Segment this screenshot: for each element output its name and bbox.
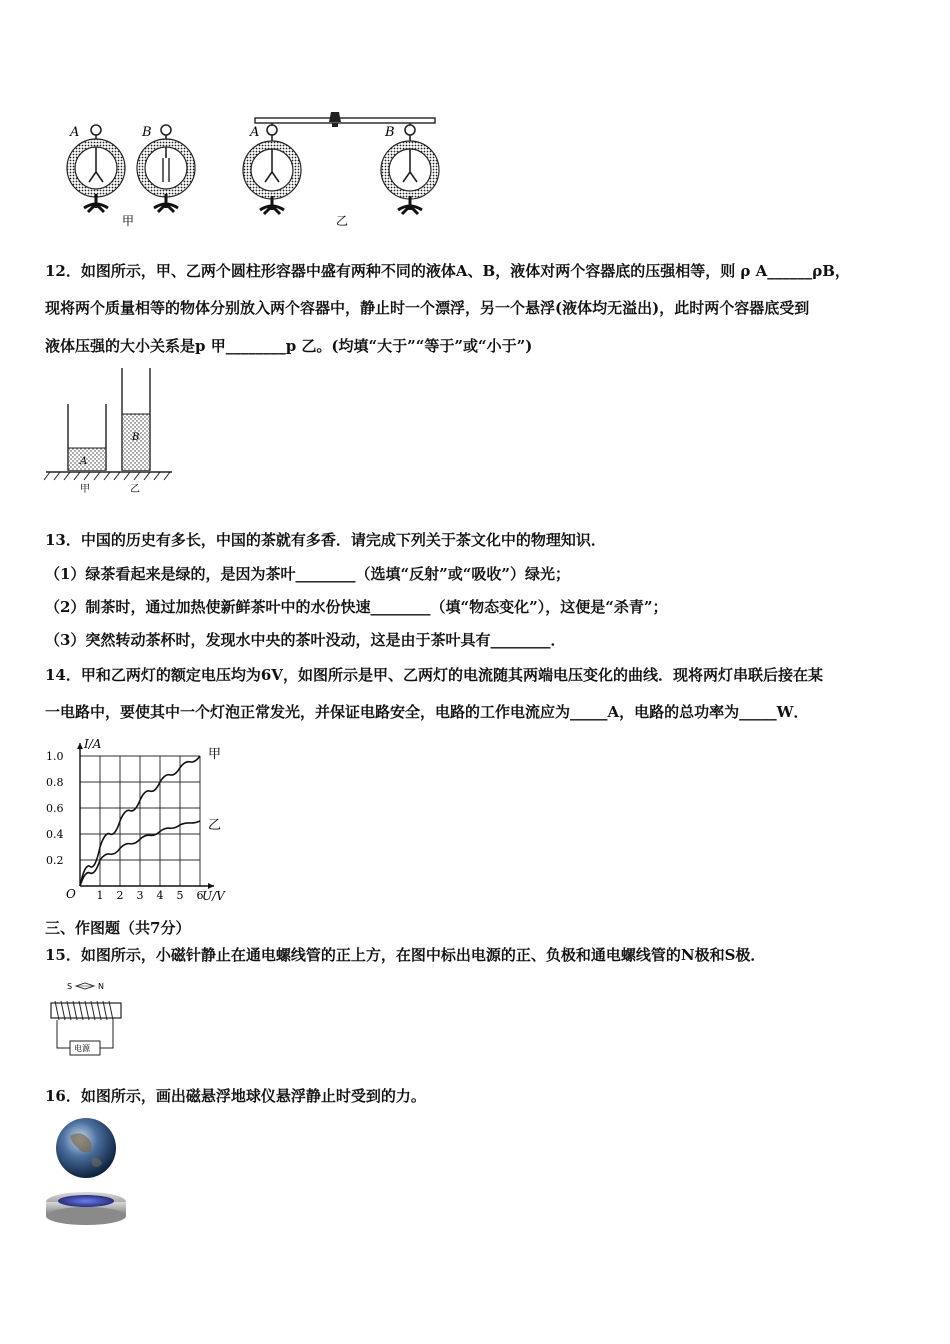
y-tick-label: 0.8	[46, 776, 64, 789]
svg-text:甲: 甲	[80, 484, 90, 495]
y-tick-label: 0.2	[46, 854, 64, 867]
maglev-globe-image	[46, 1114, 132, 1229]
x-axis-label: U/V	[202, 889, 225, 902]
q12-line1: 12．如图所示，甲、乙两个圆柱形容器中盛有两种不同的液体A、B，液体对两个容器底的压强相等，则 ρ A______ρB，	[45, 262, 850, 280]
q12-line2: 现将两个质量相等的物体分别放入两个容器中，静止时一个漂浮，另一个悬浮(液体均无溢出)，此时两个容器底受到	[45, 299, 810, 317]
balance-device	[243, 112, 439, 214]
svg-text:A: A	[80, 456, 88, 467]
electroscope-figure	[60, 108, 460, 233]
q12-line3: 液体压强的大小关系是p 甲________p 乙。(均填“大于”“等于”或“小于”)	[45, 337, 533, 355]
device-a-left	[67, 125, 125, 212]
y-axis-label: I/A	[84, 736, 102, 751]
solenoid-figure	[45, 978, 130, 1058]
x-tick-label: 4	[156, 889, 164, 902]
containers-figure	[40, 364, 180, 496]
svg-text:B: B	[142, 125, 152, 140]
series-label: 乙	[208, 818, 222, 833]
x-tick-label: 2	[116, 889, 124, 902]
caption-yi: 乙	[336, 214, 349, 228]
x-tick-label: 3	[136, 889, 144, 902]
needle-s-label: S	[67, 982, 73, 991]
q14-line2: 一电路中，要使其中一个灯泡正常发光，并保证电路安全，电路的工作电流应为_____A，电路的总功率为_____W．	[45, 703, 809, 721]
q15-line1: 15．如图所示，小磁针静止在通电螺线管的正上方，在图中标出电源的正、负极和通电螺线管的N极和S极．	[45, 946, 766, 964]
q13-line3: （2）制茶时，通过加热使新鲜茶叶中的水份快速________（填“物态变化”），这便是“杀青”；	[45, 598, 668, 616]
q13-line2: （1）绿茶看起来是绿的，是因为茶叶________（选填“反射”或“吸收”）绿光；	[45, 565, 570, 583]
svg-text:B: B	[385, 125, 395, 140]
origin-label: O	[66, 887, 76, 901]
y-tick-label: 0.6	[46, 802, 64, 815]
q14-line1: 14．甲和乙两灯的额定电压均为6V，如图所示是甲、乙两灯的电流随其两端电压变化的曲线．现将两灯串联后接在某	[45, 666, 823, 684]
q13-line1: 13．中国的历史有多长，中国的茶就有多香．请完成下列关于茶文化中的物理知识．	[45, 531, 606, 549]
svg-text:乙: 乙	[130, 484, 140, 495]
svg-text:B: B	[132, 432, 140, 443]
q16-line1: 16．如图所示，画出磁悬浮地球仪悬浮静止时受到的力。	[45, 1087, 426, 1105]
svg-text:A: A	[70, 125, 80, 140]
section3-heading: 三、作图题（共7分）	[45, 919, 191, 937]
q13-line4: （3）突然转动茶杯时，发现水中央的茶叶没动，这是由于茶叶具有________．	[45, 631, 566, 649]
power-source-label: 电源	[74, 1044, 90, 1053]
x-tick-label: 5	[176, 889, 184, 902]
svg-text:A: A	[250, 125, 260, 140]
y-tick-label: 0.4	[46, 828, 64, 841]
iv-curve-chart	[38, 730, 263, 902]
caption-jia: 甲	[122, 214, 135, 228]
x-tick-label: 6	[196, 889, 204, 902]
y-tick-label: 1.0	[46, 750, 64, 763]
device-b-left	[137, 125, 195, 212]
y-axis-arrow	[77, 743, 83, 749]
needle-n-label: N	[98, 982, 104, 991]
x-tick-label: 1	[96, 889, 104, 902]
series-label: 甲	[208, 747, 222, 762]
